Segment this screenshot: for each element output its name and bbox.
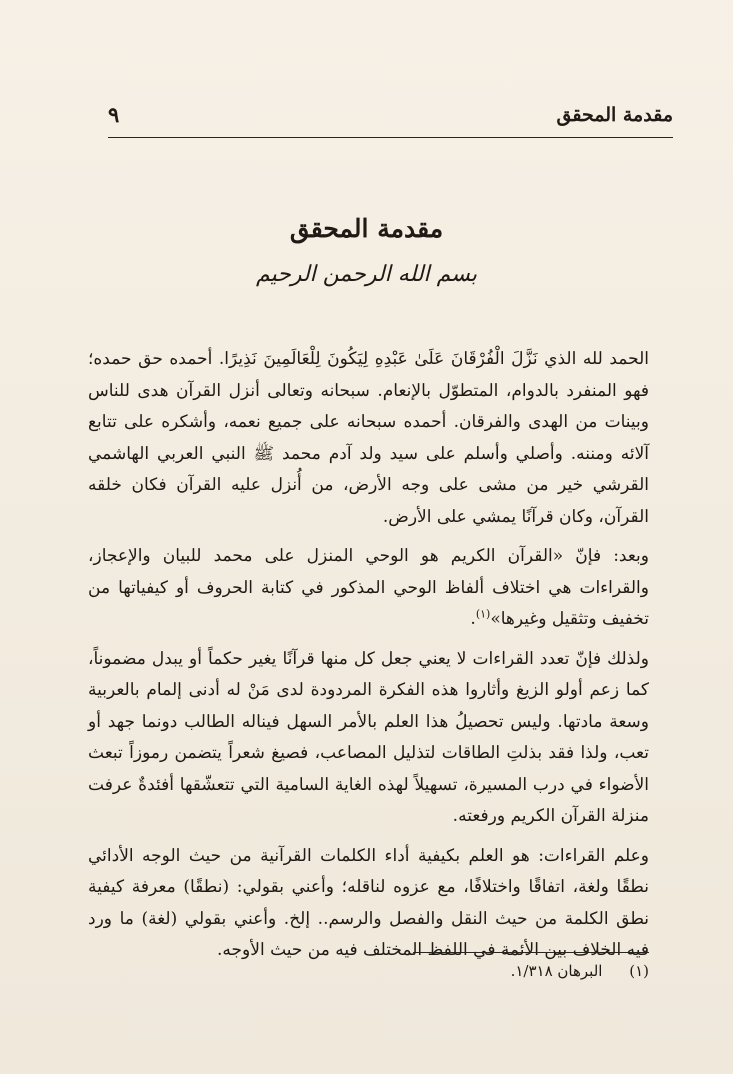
footnote-number: (١) xyxy=(629,962,649,980)
paragraph-introduction-text: وبعد: فإنّ «القرآن الكريم هو الوحي المنزل على محمد للبيان والإعجاز، والقراءات هي اختلاف ألفاظ الوحي المذكور في كتابة الحروف أو كيفياتها من تخفيف وتثقيل وغيرها» xyxy=(88,546,649,629)
paragraph-introduction-end: . xyxy=(470,609,476,629)
header-divider xyxy=(108,137,673,138)
footnote-text: البرهان ١/٣١٨. xyxy=(510,962,603,980)
page-header xyxy=(108,100,673,134)
paragraph-definition: وعلم القراءات: هو العلم بكيفية أداء الكلمات القرآنية من حيث الوجه الأدائي نطقًا ولغة، اتفاقًا واختلافًا، مع عزوه لناقله؛ وأعني بقولي: (نطقًا) معرفة كيفية نطق الكلمة من حيث النقل والفصل والرسم.. إلخ. وأعني بقولي (لغة) ما ورد فيه الخلاف بين الأئمة في اللفظ المختلف فيه من حيث الأوجه. xyxy=(88,845,649,960)
paragraph-introduction xyxy=(88,541,649,636)
section-title: مقدمة المحقق xyxy=(289,214,444,243)
footnote xyxy=(88,962,649,980)
running-title: مقدمة المحقق xyxy=(556,104,673,126)
page-number: ٩ xyxy=(108,102,120,127)
paragraph-praise: الحمد لله الذي نَزَّلَ الْفُرْقَانَ عَلَىٰ عَبْدِهِ لِيَكُونَ لِلْعَالَمِينَ نَذِيرًا. أحمده حق حمده؛ فهو المنفرد بالدوام، المتطوّل بالإنعام. سبحانه وتعالى أنزل القرآن هدى للناس وبينات من الهدى والفرقان. أحمده سبحانه على جميع نعمه، وأشكره على تتابع آلائه ومننه. وأصلي وأسلم على سيد ولد آدم محمد ﷺ النبي العربي الهاشمي القرشي خير من مشى على وجه الأرض، من أُنزل عليه القرآن فكان خلقه القرآن، وكان قرآنًا يمشي على الأرض. xyxy=(88,349,649,527)
basmala: بسم الله الرحمن الرحيم xyxy=(255,262,478,287)
body-text xyxy=(88,344,649,975)
footnote-divider xyxy=(413,952,649,953)
paragraph-multiple-readings: ولذلك فإنّ تعدد القراءات لا يعني جعل كل منها قرآنًا يغير حكماً أو يبدل مضموناً، كما زعم أولو الزيغ وأثاروا هذه الفكرة المردودة لدى مَنْ له أدنى إلمام بالعربية وسعة مادتها. وليس تحصيلُ هذا العلم بالأمر السهل فيناله الطالب دونما جهد أو تعب، ولذا فقد بذلتِ الطاقات لتذليل المصاعب، فصيغ شعراً يتضمن رموزاً تبعث الأضواء في درب المسيرة، تسهيلاً لهذه الغاية السامية التي تتعشّقها أفئدةٌ عرفت منزلة القرآن الكريم ورفعته. xyxy=(88,648,649,826)
footnote-reference: (١) xyxy=(475,607,491,621)
